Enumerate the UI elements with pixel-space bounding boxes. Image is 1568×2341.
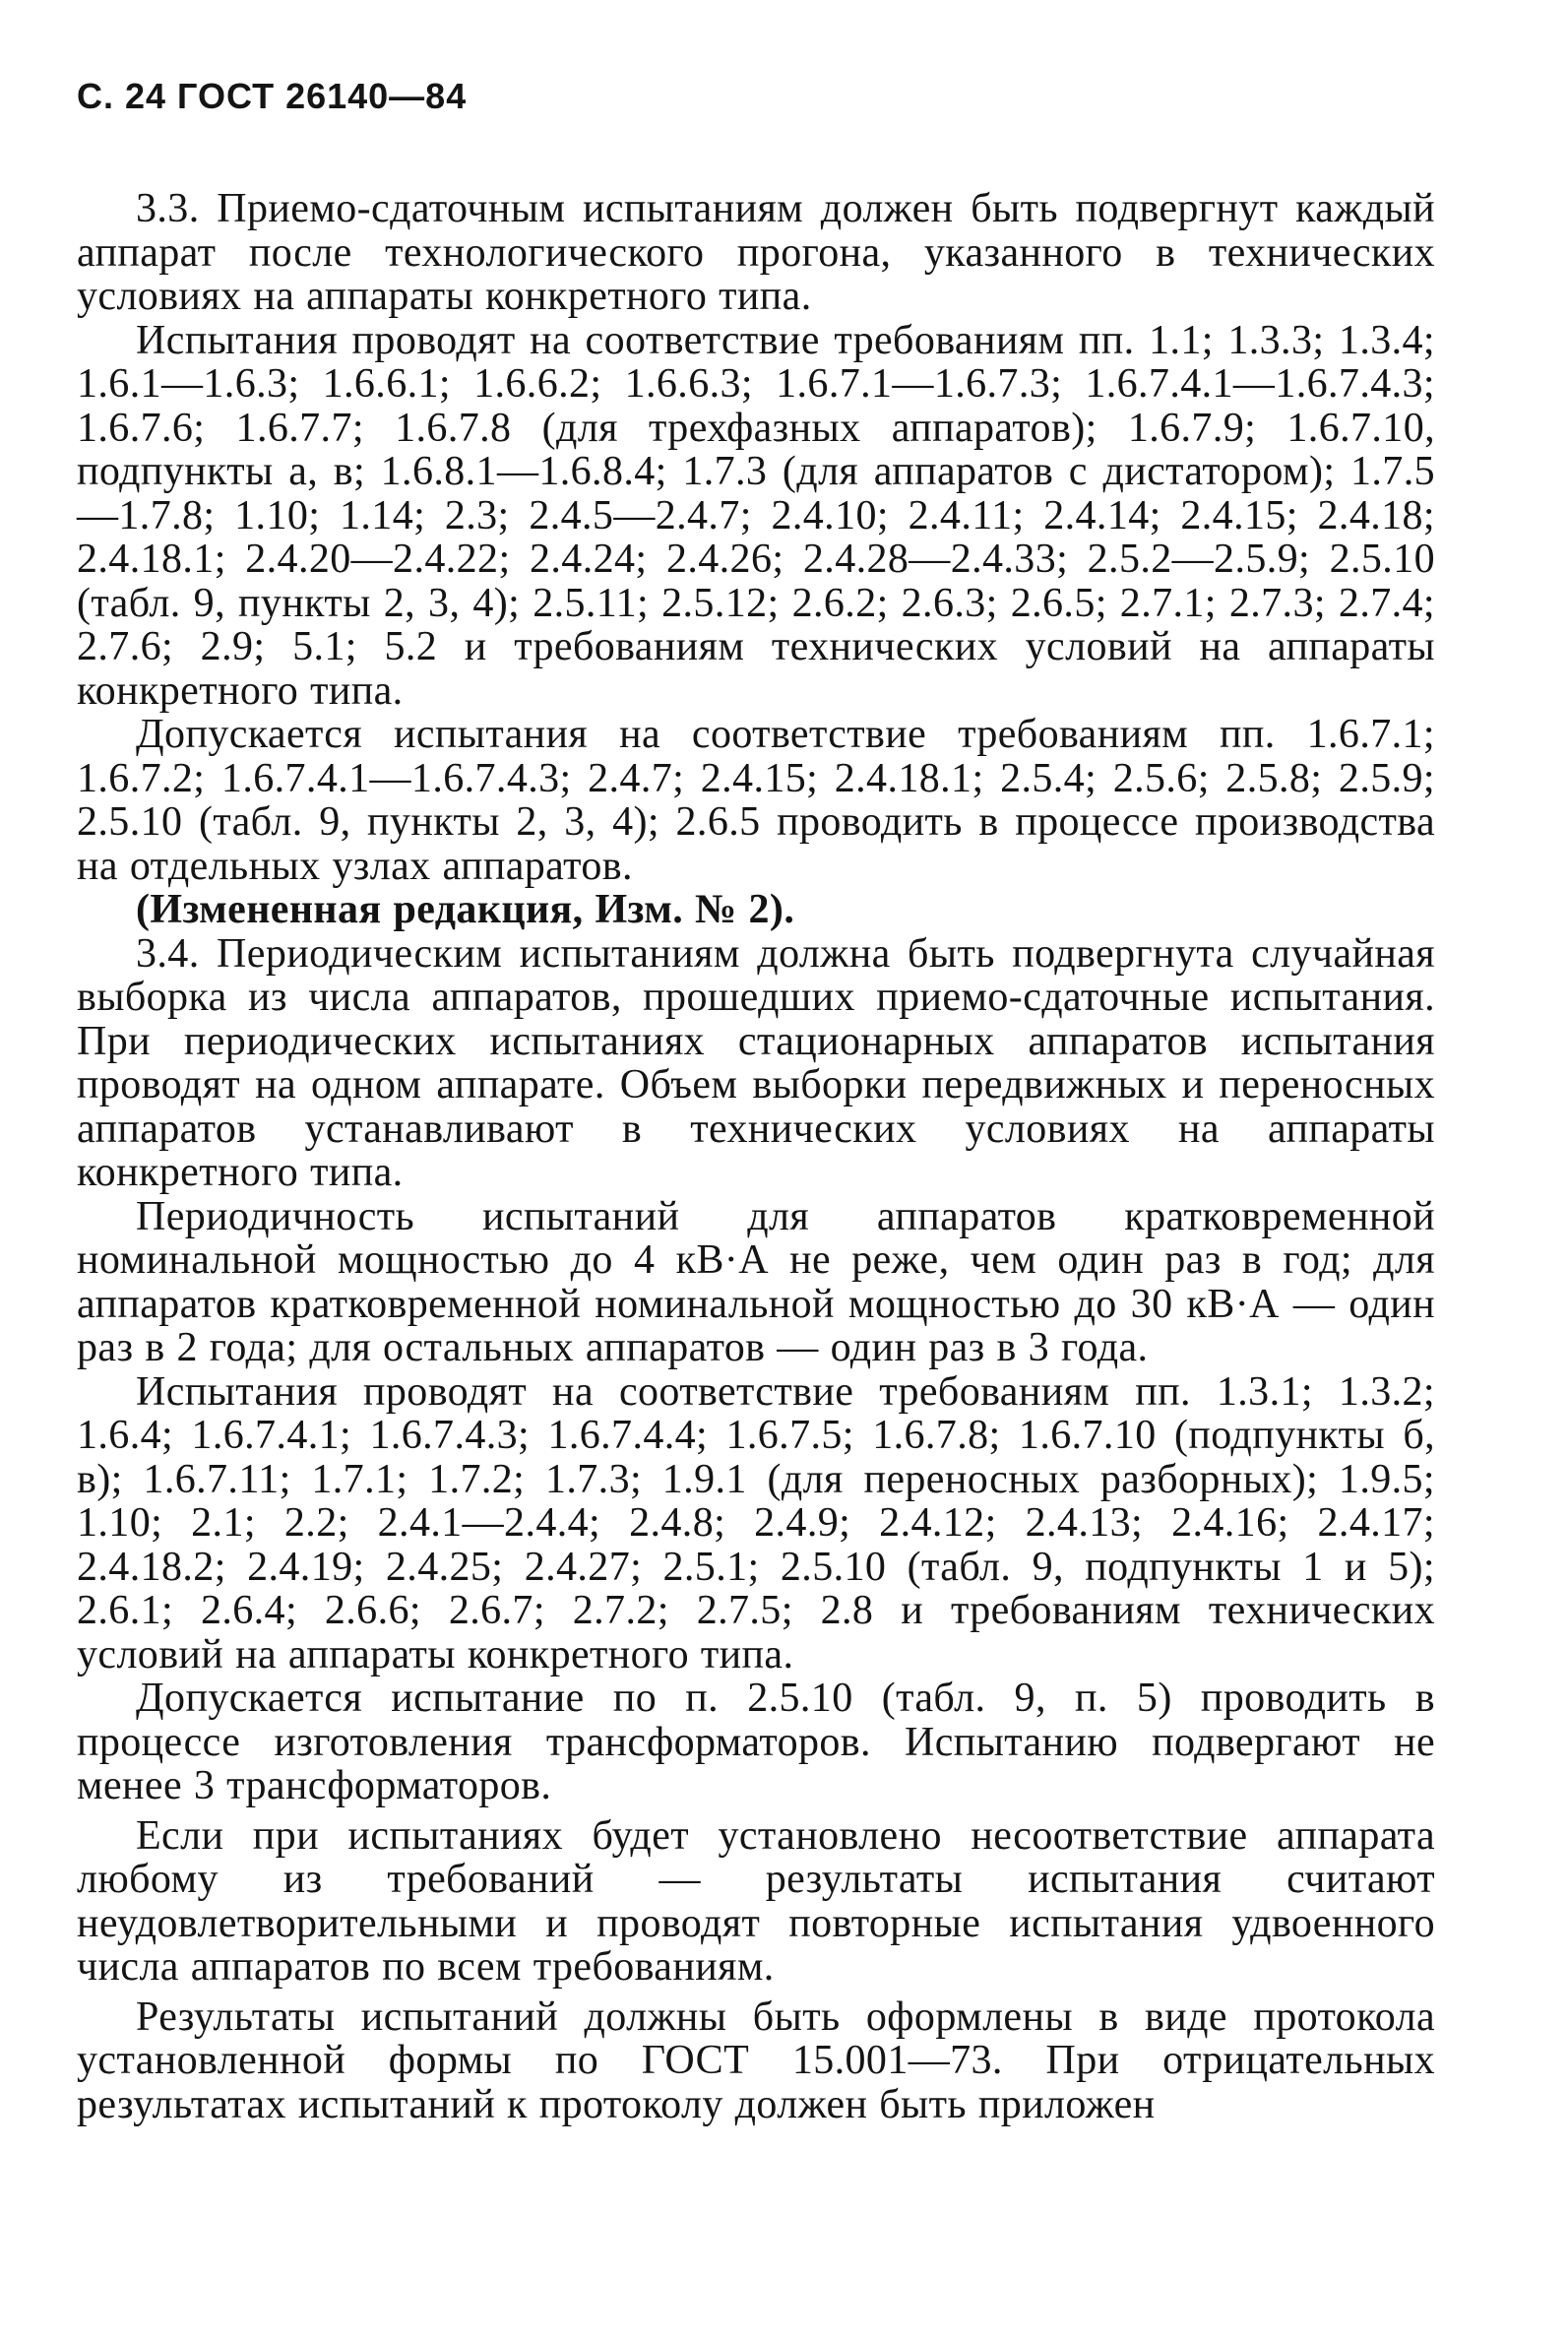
paragraph-periodicity: Периодичность испытаний для аппаратов кратковременной номинальной мощностью до 4 кВ·А не реже, чем один раз в год; для аппаратов кратковременной номинальной мощностью до 30 кВ·А — один раз в 2 года; для остальных аппаратов — один раз в 3 года. xyxy=(77,1193,1435,1370)
paragraph-nonconformity: Если при испытаниях будет установлено несоответствие аппарата любому из требований — результаты испытания считают неудовлетворительными и проводят повторные испытания удвоенного числа аппаратов по всем требованиям. xyxy=(77,1812,1435,1990)
paragraph-acceptance-tests-allowed: Допускается испытания на соответствие требованиям пп. 1.6.7.1; 1.6.7.2; 1.6.7.4.1—1.6.7.4.3; 2.4.7; 2.4.15; 2.4.18.1; 2.5.4; 2.5.6; 2.5.8; 2.5.9; 2.5.10 (табл. 9, пункты 2, 3, 4); 2.6.5 проводить в процессе производства на отдельных узлах аппаратов. xyxy=(77,712,1435,889)
paragraph-acceptance-tests-list: Испытания проводят на соответствие требованиям пп. 1.1; 1.3.3; 1.3.4; 1.6.1—1.6.3; 1.6.6.1; 1.6.6.2; 1.6.6.3; 1.6.7.1—1.6.7.3; 1.6.7.4.1—1.6.7.4.3; 1.6.7.6; 1.6.7.7; 1.6.7.8 (для трехфазных аппаратов); 1.6.7.9; 1.6.7.10, подпункты а, в; 1.6.8.1—1.6.8.4; 1.7.3 (для аппаратов с дистатором); 1.7.5—1.7.8; 1.10; 1.14; 2.3; 2.4.5—2.4.7; 2.4.10; 2.4.11; 2.4.14; 2.4.15; 2.4.18; 2.4.18.1; 2.4.20—2.4.22; 2.4.24; 2.4.26; 2.4.28—2.4.33; 2.5.2—2.5.9; 2.5.10 (табл. 9, пункты 2, 3, 4); 2.5.11; 2.5.12; 2.6.2; 2.6.3; 2.6.5; 2.7.1; 2.7.3; 2.7.4; 2.7.6; 2.9; 5.1; 5.2 и требованиям технических условий на аппараты конкретного типа. xyxy=(77,317,1435,714)
paragraph-3-3: 3.3. Приемо-сдаточным испытаниям должен быть подвергнут каждый аппарат после технологического прогона, указанного в технических условиях на аппараты конкретного типа. xyxy=(77,186,1435,319)
page-header: С. 24 ГОСТ 26140—84 xyxy=(77,76,468,116)
paragraph-transformer-tests: Допускается испытание по п. 2.5.10 (табл. 9, п. 5) проводить в процессе изготовления трансформаторов. Испытанию подвергают не менее 3 трансформаторов. xyxy=(77,1676,1435,1808)
paragraph-amendment-note: (Измененная редакция, Изм. № 2). xyxy=(136,887,795,932)
paragraph-periodic-tests-list: Испытания проводят на соответствие требованиям пп. 1.3.1; 1.3.2; 1.6.4; 1.6.7.4.1; 1.6.7.4.3; 1.6.7.4.4; 1.6.7.5; 1.6.7.8; 1.6.7.10 (подпункты б, в); 1.6.7.11; 1.7.1; 1.7.2; 1.7.3; 1.9.1 (для переносных разборных); 1.9.5; 1.10; 2.1; 2.2; 2.4.1—2.4.4; 2.4.8; 2.4.9; 2.4.12; 2.4.13; 2.4.16; 2.4.17; 2.4.18.2; 2.4.19; 2.4.25; 2.4.27; 2.5.1; 2.5.10 (табл. 9, подпункты 1 и 5); 2.6.1; 2.6.4; 2.6.6; 2.6.7; 2.7.2; 2.7.5; 2.8 и требованиям технических условий на аппараты конкретного типа. xyxy=(77,1368,1435,1677)
paragraph-results-protocol: Результаты испытаний должны быть оформлены в виде протокола установленной формы по ГОСТ 15.001—73. При отрицательных результатах испытаний к протоколу должен быть приложен xyxy=(77,1993,1435,2127)
paragraph-3-4: 3.4. Периодическим испытаниям должна быть подвергнута случайная выборка из числа аппаратов, прошедших приемо-сдаточные испытания. При периодических испытаниях стационарных аппаратов испытания проводят на одном аппарате. Объем выборки передвижных и переносных аппаратов устанавливают в технических условиях на аппараты конкретного типа. xyxy=(77,930,1435,1195)
document-page xyxy=(77,77,1435,2126)
